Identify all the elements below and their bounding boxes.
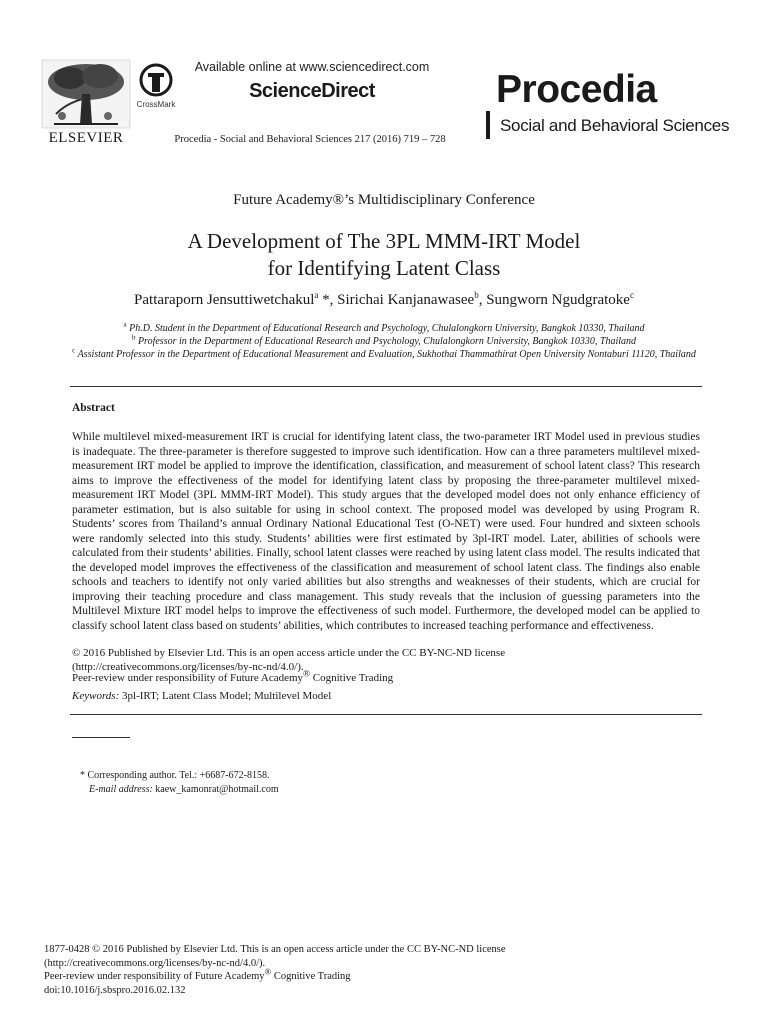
affiliation-text: Professor in the Department of Educational Research and Psychology, Chulalongkorn University, Bangkok 10330, Thailand [137,336,637,347]
affiliation-a [60,322,708,335]
author-affiliation-mark: b [474,290,479,300]
registered-mark: ® [303,668,310,679]
footnote-rule [72,737,130,738]
license-line: © 2016 Published by Elsevier Ltd. This is an open access article under the CC BY-NC-ND license [72,647,506,659]
publisher-name: ELSEVIER [48,130,124,146]
available-online-text[interactable]: Available online at www.sciencedirect.com [194,60,430,74]
footer-peer-suffix: Cognitive Trading [271,971,351,982]
procedia-subtitle: Social and Behavioral Sciences [500,116,730,135]
procedia-logo: Procedia [496,68,657,111]
journal-reference: Procedia - Social and Behavioral Sciences 217 (2016) 719 – 728 [174,134,446,145]
author-separator: , [478,292,487,308]
keywords-label: Keywords: [72,690,120,702]
affiliation-text: Assistant Professor in the Department of Educational Measurement and Evaluation, Sukhothai Thammathirat Open University Nontaburi 11120, Thailand [77,349,696,360]
license-statement [72,647,700,674]
author-email [89,784,279,795]
paper-title-line1: A Development of The 3PL MMM-IRT Model [187,229,581,253]
license-link[interactable]: (http://creativecommons.org/licenses/by-nc-nd/4.0/). [72,660,304,673]
footer-license: 1877-0428 © 2016 Published by Elsevier Ltd. This is an open access article under the CC BY-NC-ND license [44,944,506,955]
author-name: Sungworn Ngudgratoke [486,292,630,308]
email-label: E-mail address: [89,784,153,795]
doi-link[interactable]: doi:10.1016/j.sbspro.2016.02.132 [44,984,186,996]
author-affiliation-mark: a [314,290,319,300]
paper-title-line2: for Identifying Latent Class [267,256,501,280]
footer-license-link[interactable]: (http://creativecommons.org/licenses/by-nc-nd/4.0/). [44,957,266,969]
peer-review-suffix: Cognitive Trading [310,672,394,684]
crossmark-icon[interactable] [136,62,176,105]
peer-review-statement [72,668,700,684]
affiliation-text: Ph.D. Student in the Department of Educational Research and Psychology, Chulalongkorn University, Bangkok 10330, Thailand [129,323,645,334]
affiliation-mark: b [131,333,136,342]
affiliation-mark: a [123,320,127,329]
author-name: Pattaraporn Jensuttiwetchakul [134,292,315,308]
section-divider-top [70,386,702,387]
keywords-line [72,690,700,702]
abstract-text: While multilevel mixed-measurement IRT is crucial for identifying latent class, the two-parameter IRT Model used in previous studies is inadequate. The three-parameter is therefore suggested to improve such identification. How can a three parameters multilevel mixed-measurement IRT model be applied to improve the identification, classification, and measurement of school latent class? This research aims to improve the effectiveness of the model for identifying latent class by proposing the three-parameter multilevel mixed-measurement IRT Model (3PL MMM-IRT Model). This study argues that the developed model does not only enhance efficiency of parameter estimation, but is also suitable for using in school context. The proposed model was developed by using Program R. Students’ scores from Thailand’s annual Ordinary National Educational Test (O-NET) were used. Four hundred and sixteen schools were randomly selected into this study. Students’ abilities were first estimated by 3pl-IRT model. Later, abilities of schools were calculated from their students’ abilities. Finally, school latent classes were reached by using latent class model. The results indicated that the developed model improves the effectiveness of the classification and measurement of school latent class. The findings also enable schools and teachers to identify not only varied abilities but also strengths and weaknesses of their students, which are crucial for improving their teaching procedure and class management. This study reveals that the inclusion of guessing parameters into the Multilevel Mixture IRT model helps to improve the effectiveness of such model. Furthermore, the developed model can be applied to classify school latent class based on students’ abilities, which contributes to increased teaching performance and effectiveness. [72,431,700,632]
email-address[interactable]: kaew_kamonrat@hotmail.com [152,784,279,795]
footer-peer-review [44,966,724,984]
author-name: Sirichai Kanjanawasee [337,292,475,308]
section-divider-bottom [70,714,702,715]
author-affiliation-mark: c [629,290,634,300]
sciencedirect-logo: ScienceDirect [249,80,375,102]
conference-name: Future Academy®’s Multidisciplinary Conference [233,192,535,208]
registered-mark: ® [264,966,272,977]
footer-peer-prefix: Peer-review under responsibility of Future Academy [44,971,265,982]
affiliation-mark: c [72,346,76,355]
affiliation-c [60,348,708,361]
corresponding-author: * Corresponding author. Tel.: +6687-672-8158. [80,770,270,781]
page-footer [44,943,724,997]
crossmark-label: CrossMark [136,100,176,109]
elsevier-tree-logo [40,58,132,130]
author-list [0,292,768,309]
peer-review-prefix: Peer-review under responsibility of Future Academy [72,672,304,684]
procedia-divider [486,111,490,139]
affiliation-b [60,335,708,348]
author-separator: *, [318,292,338,308]
keywords-text: 3pl-IRT; Latent Class Model; Multilevel Model [119,690,332,702]
abstract-heading: Abstract [72,402,115,414]
